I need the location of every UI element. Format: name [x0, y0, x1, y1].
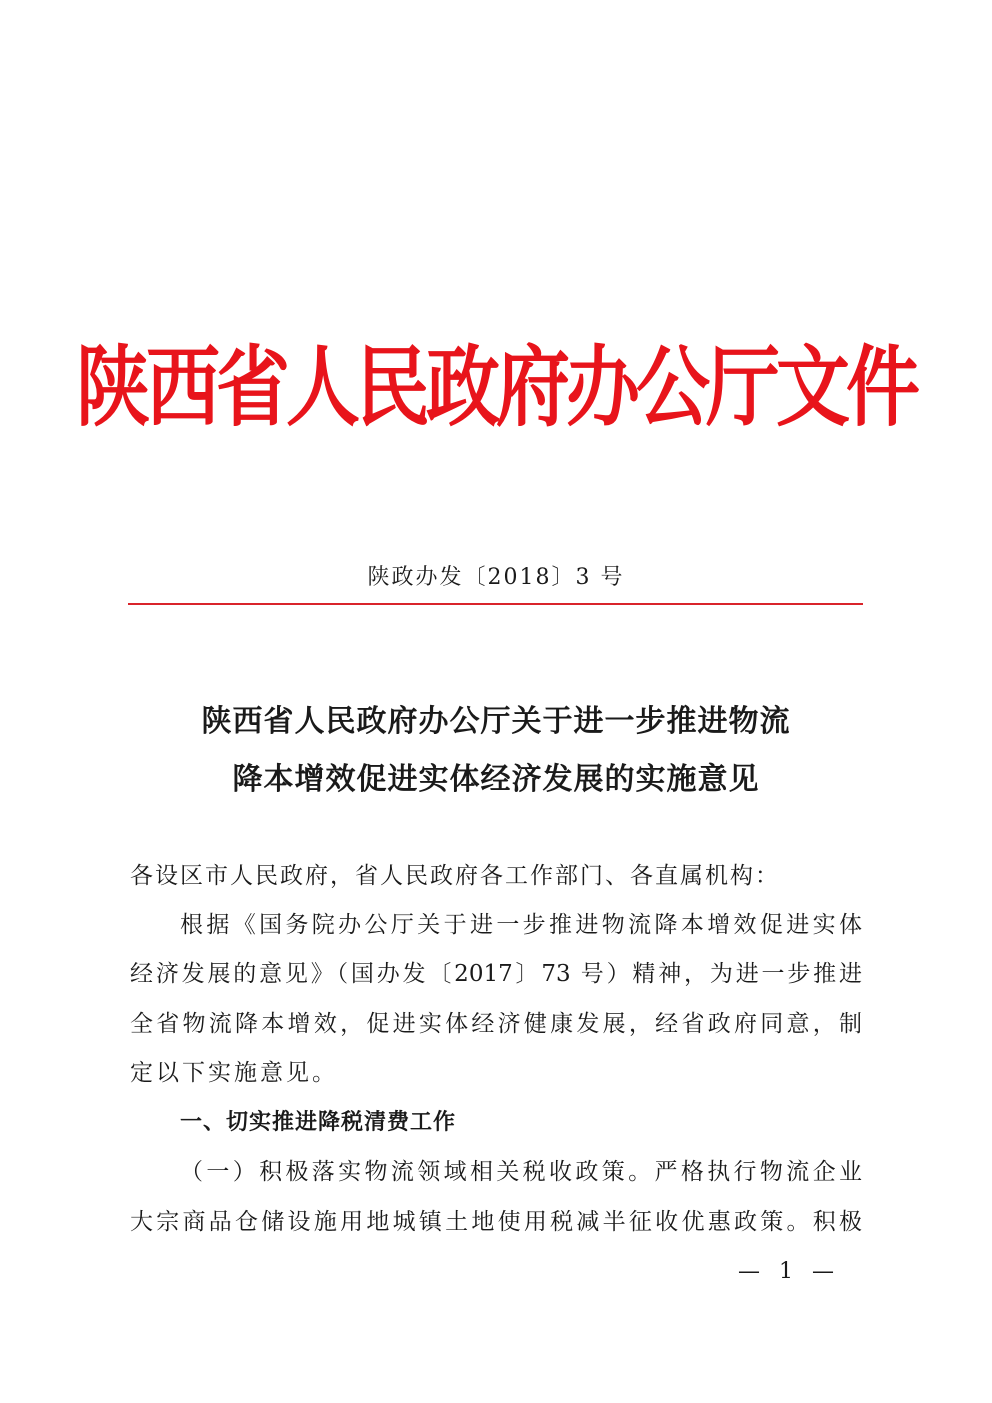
red-divider-line [128, 603, 863, 605]
section-heading-1: 一、切实推进降税清费工作 [180, 1110, 457, 1135]
item-1-line-2: 大宗商品仓储设施用地城镇土地使用税减半征收优惠政策。积极 [130, 1209, 862, 1235]
intro-line-2: 经济发展的意见》（国办发〔2017〕73 号）精神，为进一步推进 [130, 961, 862, 987]
document-number: 陕政办发〔2018〕3 号 [367, 565, 625, 590]
item-1-line-1: （一）积极落实物流领域相关税收政策。严格执行物流企业 [180, 1159, 862, 1185]
document-header-title: 陕西省人民政府办公厅文件 [76, 337, 916, 439]
intro-line-3: 全省物流降本增效，促进实体经济健康发展，经省政府同意，制 [130, 1011, 862, 1037]
document-title-line-1: 陕西省人民政府办公厅关于进一步推进物流 [201, 704, 791, 739]
intro-line-4: 定以下实施意见。 [130, 1060, 338, 1086]
document-title-line-2: 降本增效促进实体经济发展的实施意见 [232, 762, 760, 797]
addressee-line: 各设区市人民政府，省人民政府各工作部门、各直属机构： [130, 863, 780, 889]
page-number: — 1 — [738, 1259, 840, 1284]
intro-line-1: 根据《国务院办公厅关于进一步推进物流降本增效促进实体 [180, 912, 862, 938]
